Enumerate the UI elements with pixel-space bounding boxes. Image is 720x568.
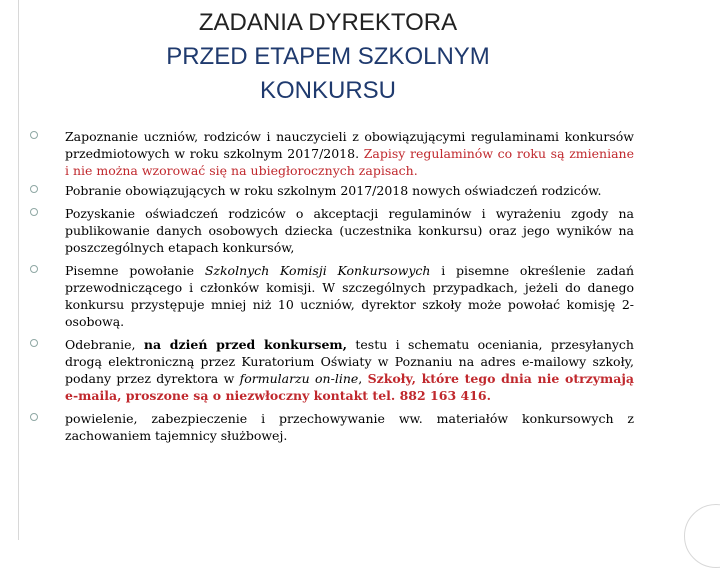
bullet-icon [30,185,38,193]
list-item [30,336,634,404]
item-text: Pozyskanie oświadczeń rodziców o akceptacji regulaminów i wyrażeniu zgody na publikowanie danych osobowych dziecka (uczestnika konkursu) oraz jego wyników na poszczególnych etapach konkursów, [65,206,634,255]
item-italic-text: Szkolnych Komisji Konkursowych [204,263,431,278]
item-italic-text: formularzu on-line [239,371,359,386]
item-text-2: testu i schematu oceniania, przesyłanych drogą elektroniczną przez Kuratorium Oświaty w Poznaniu na adres e-mailowy szkoły, podany przez dyrektora w [65,337,634,386]
title-line-3: KONKURSU [259,77,397,104]
bullet-icon [30,265,38,273]
list-item [30,410,634,444]
corner-decorative-circle [684,504,720,568]
item-text: Zapoznanie uczniów, rodziców i nauczycieli z obowiązującymi regulaminami konkursów przedmiotowych w roku szkolnym 2017/2018. [65,129,634,161]
item-text-3: , [358,371,368,386]
item-text-2: i pisemne określenie zadań przewodniczącego i członków komisji. [65,263,635,295]
bullet-icon [30,413,38,421]
item-text-1: Pisemne powołanie [65,263,205,278]
item-text: powielenie, zabezpieczenie i przechowywanie ww. materiałów konkursowych z zachowaniem tajemnicy służbowej. [65,411,634,443]
item-text-1: Odebranie, [65,337,144,352]
bullet-icon [30,339,38,347]
list-item [30,205,634,256]
item-bold-text: na dzień przed konkursem, [143,337,348,352]
item-text: Pobranie obowiązujących w roku szkolnym 2017/2018 nowych oświadczeń rodziców. [65,183,602,198]
item-red-note: Szkoły, które tego dnia nie otrzymają e-maila, proszone są o niezwłoczny kontakt tel. 882 163 416. [65,371,634,403]
item-red-note: Zapisy regulaminów co roku są zmieniane i nie można wzorować się na ubiegłorocznych zapisach. [65,146,634,178]
list-item [30,182,634,199]
title-line-1: ZADANIA DYREKTORA [198,9,458,36]
bullet-icon [30,131,38,139]
list-item [30,128,634,179]
title-line-2: PRZED ETAPEM SZKOLNYM [166,43,490,70]
item-text-3: W szczególnych przypadkach, jeżeli do danego konkursu przystępuje mniej niż 10 uczniów, dyrektor szkoły może powołać komisję 2-osobową. [65,280,634,329]
list-item [30,262,634,330]
slide-title [0,6,656,108]
task-list [30,128,634,450]
bullet-icon [30,208,38,216]
